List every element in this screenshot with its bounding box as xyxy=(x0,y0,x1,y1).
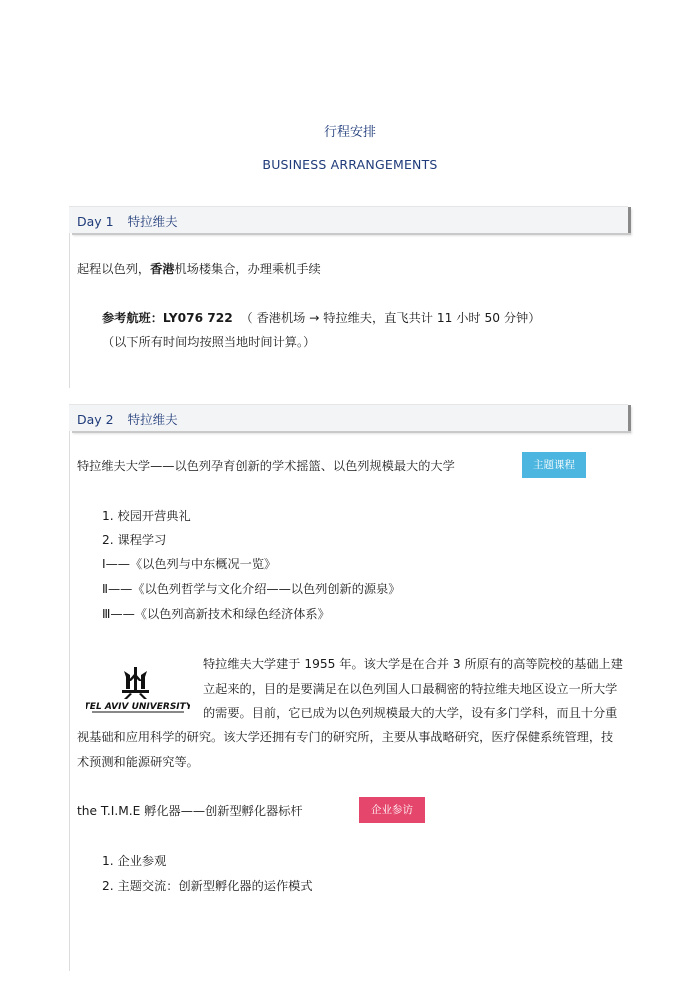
day1-departure-line xyxy=(77,262,321,276)
description-line: 特拉维夫大学建于 1955 年。该大学是在合并 3 所原有的高等院校的基础上建 xyxy=(203,657,623,671)
day2-header-bar xyxy=(69,404,628,431)
university-emblem-icon xyxy=(86,663,190,715)
flight-detail: （ 香港机场 → 特拉维夫，直飞共计 11 小时 50 分钟） xyxy=(240,311,541,325)
university-heading: 特拉维夫大学——以色列孕育创新的学术摇篮、以色列规模最大的大学 xyxy=(77,459,455,473)
day2-label xyxy=(77,410,178,428)
departure-text-bold: 香港 xyxy=(150,262,175,276)
day2-day: Day 2 xyxy=(77,412,114,427)
list-item: Ⅱ——《以色列哲学与文化介绍——以色列创新的源泉》 xyxy=(102,582,401,596)
university-description-bottom xyxy=(77,725,637,774)
list-item: Ⅲ——《以色列高新技术和绿色经济体系》 xyxy=(102,607,330,621)
description-line: 视基础和应用科学的研究。该大学还拥有专门的研究所，主要从事战略研究，医疗保健系统管理，技 xyxy=(77,730,614,744)
departure-text-pre: 起程以色列， xyxy=(77,262,151,276)
day1-time-note: （以下所有时间均按照当地时间计算。） xyxy=(102,335,316,349)
day1-label xyxy=(77,212,178,230)
list-item: 2. 主题交流：创新型孵化器的运作模式 xyxy=(102,879,313,893)
description-line: 术预测和能源研究等。 xyxy=(77,754,199,769)
tag-theme-course: 主题课程 xyxy=(522,452,586,478)
description-line: 的需要。目前，它已成为以色列规模最大的大学，设有多门学科，而且十分重 xyxy=(203,706,618,720)
day1-header-bar xyxy=(69,206,628,233)
flight-label: 参考航班：LY076 722 xyxy=(102,311,233,325)
tel-aviv-university-logo xyxy=(86,663,190,715)
day2-bar-shadow xyxy=(628,405,631,431)
day2-left-rule xyxy=(69,431,70,971)
day1-day: Day 1 xyxy=(77,214,114,229)
day1-bar-shadow xyxy=(628,207,631,233)
incubator-heading: the T.I.M.E 孵化器——创新型孵化器标杆 xyxy=(77,804,303,818)
university-description-top xyxy=(203,652,633,726)
day2-place: 特拉维夫 xyxy=(127,412,178,427)
day1-place: 特拉维夫 xyxy=(127,214,178,229)
list-item: Ⅰ——《以色列与中东概况一览》 xyxy=(102,557,277,571)
page-title-cn: 行程安排 xyxy=(323,125,376,140)
page-title-en: BUSINESS ARRANGEMENTS xyxy=(262,157,438,172)
day1-left-rule xyxy=(69,233,70,388)
departure-text-post: 机场楼集合，办理乘机手续 xyxy=(174,262,321,276)
description-line: 立起来的，目的是要满足在以色列国人口最稠密的特拉维夫地区设立一所大学 xyxy=(203,681,618,696)
day1-flight-line xyxy=(102,311,540,325)
list-item: 2. 课程学习 xyxy=(102,533,167,547)
list-item: 1. 校园开营典礼 xyxy=(102,509,191,523)
tag-company-visit: 企业参访 xyxy=(359,797,425,823)
list-item: 1. 企业参观 xyxy=(102,854,167,868)
logo-wordmark: TEL AVIV UNIVERSITY xyxy=(86,702,190,712)
